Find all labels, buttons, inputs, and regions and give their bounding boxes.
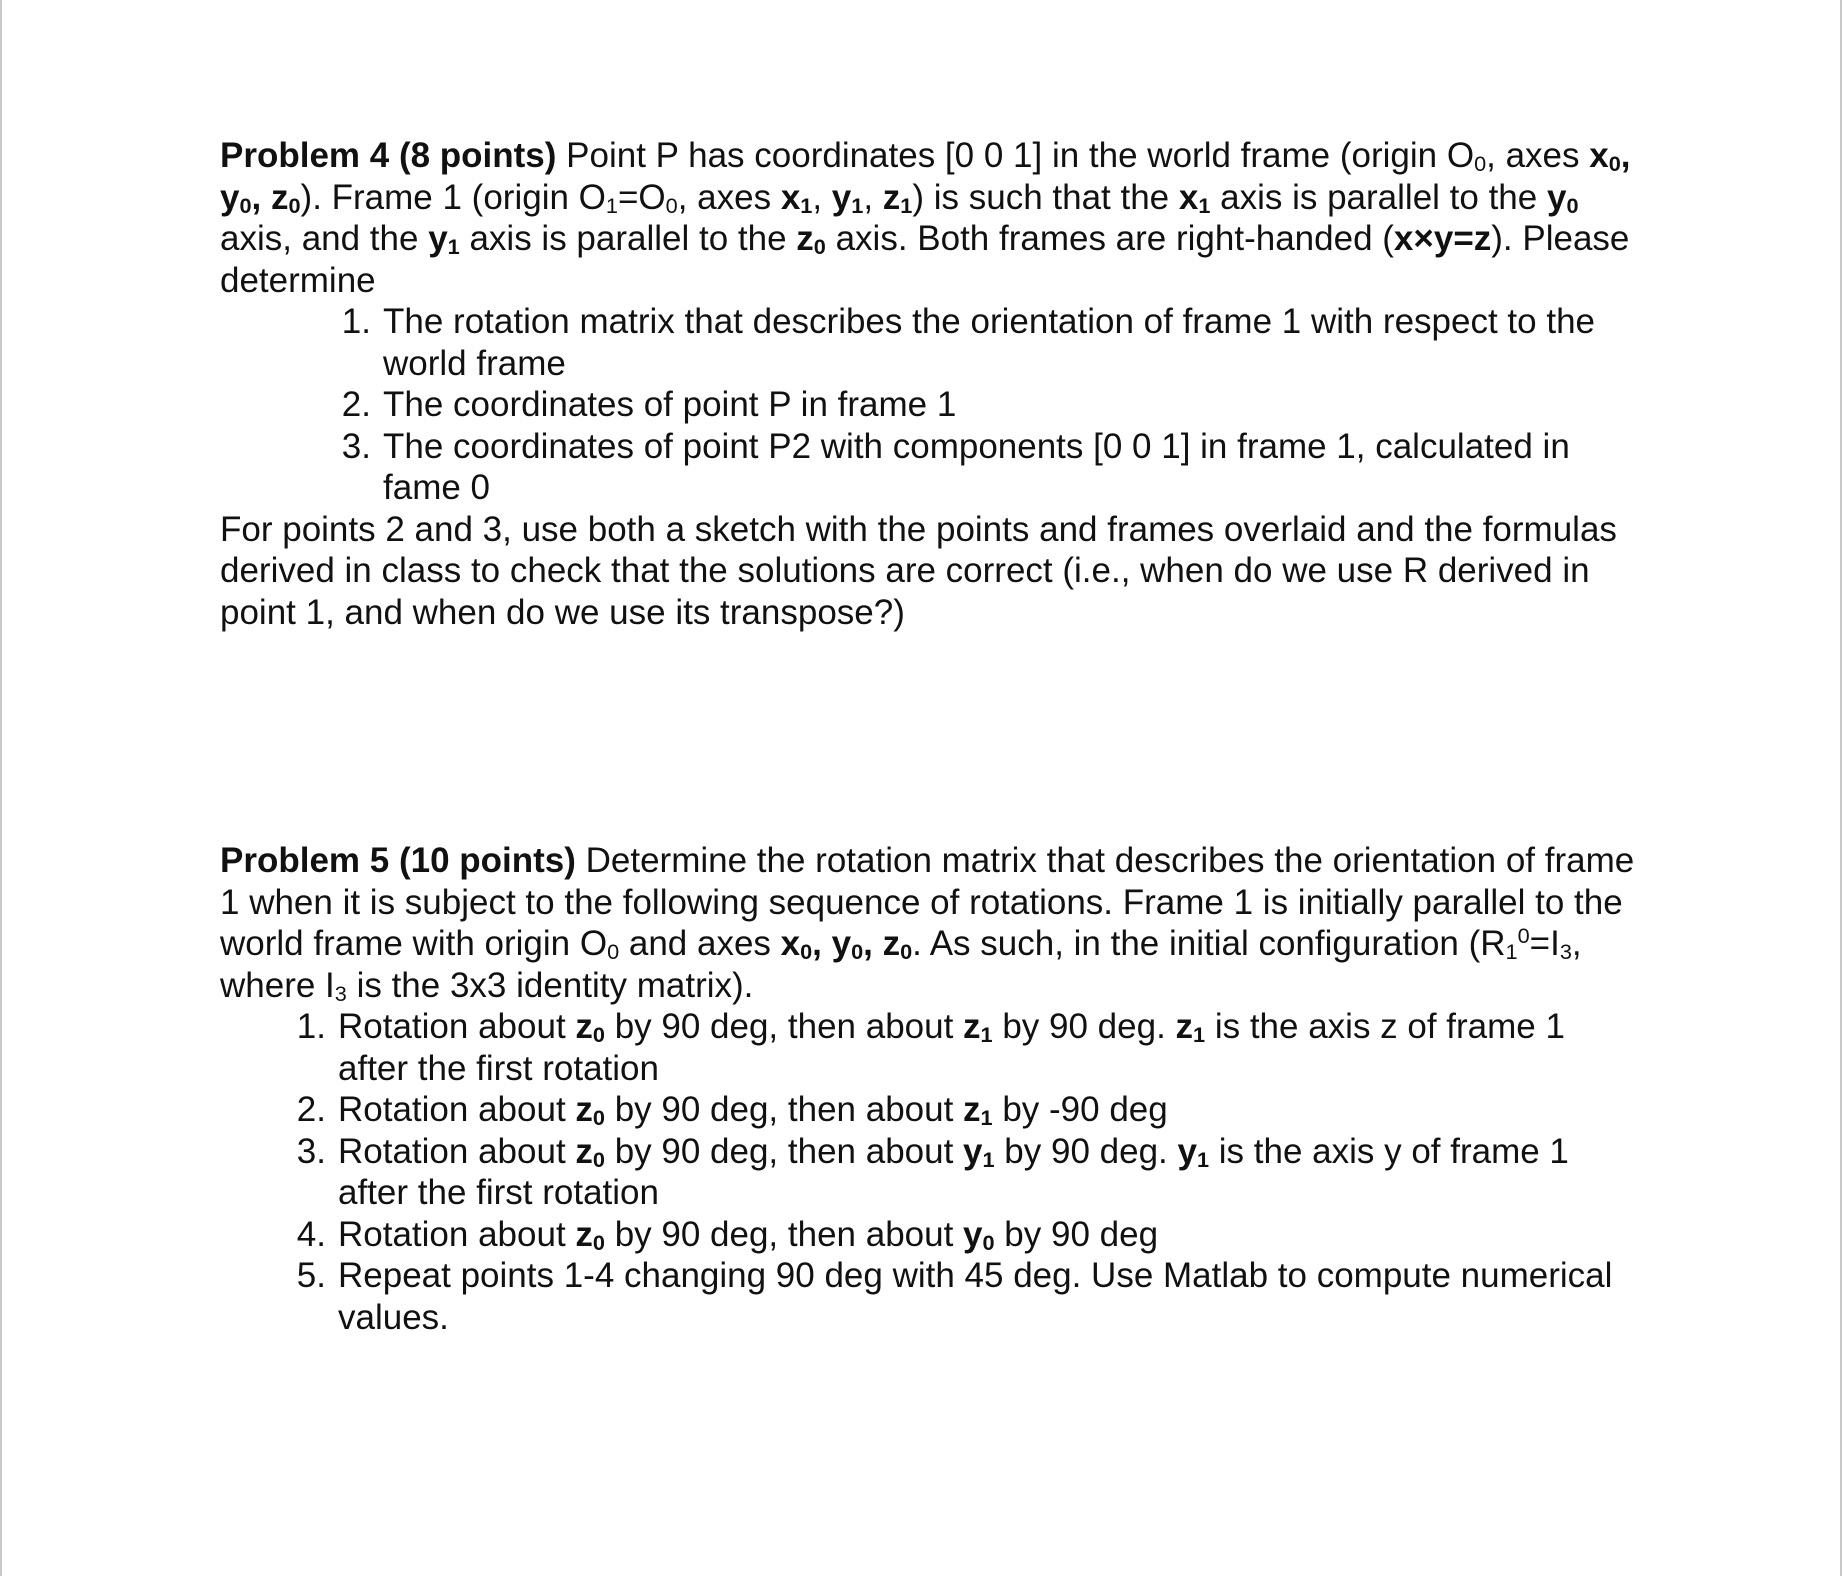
problem-4-footer: For points 2 and 3, use both a sketch with the points and frames overlaid and the formulas derived in class to check that the solutions are correct (i.e., when do we use R derived in point 1, and when do we use its transpose?) bbox=[220, 509, 1617, 632]
list-item: 4. Rotation about $z_0$ by 90 deg, then about $y_0$ by 90 deg bbox=[296, 1214, 1159, 1255]
problem-5-statement: Problem 5 (10 points) Determine the rotation matrix that describes the orientation of frame 1 when it is subject to the following sequence of rotations. Frame 1 is initially parallel to the world frame with origin $O_0$ and axes $x_0$, $y_0$, $z_0$. As such, in the initial configuration ($R_1^0=I_3$, where $I_3$ is the 3x3 identity matrix). bbox=[220, 841, 1635, 1006]
problem-5-heading: Problem 5 (10 points) bbox=[220, 841, 576, 880]
problem-5-list bbox=[220, 1006, 1640, 1338]
problem-5 bbox=[220, 840, 1640, 1338]
problem-4-statement: Problem 4 (8 points) Point P has coordinates [0 0 1] in the world frame (origin $O_0$, axes $x_0$, $y_0$, $z_0$). Frame 1 (origin $O_1=O_0$, axes $x_1$, $y_1$, $z_1$) is such that the $x_1$ axis is parallel to the $y_0$ axis, and the $y_1$ axis is parallel to the $z_0$ axis. Both frames are right-handed (x×y=z). Please determine bbox=[220, 136, 1631, 300]
list-item: 1. Rotation about $z_0$ by 90 deg, then about $z_1$ by 90 deg. $z_1$ is the axis z of frame 1 after the first rotation bbox=[296, 1007, 1565, 1088]
problem-4 bbox=[220, 135, 1640, 633]
list-item: 2. Rotation about $z_0$ by 90 deg, then about $z_1$ by -90 deg bbox=[296, 1090, 1168, 1130]
list-item: 3. The coordinates of point P2 with components [0 0 1] in frame 1, calculated in fame 0 bbox=[341, 426, 1570, 507]
list-item: 3. Rotation about $z_0$ by 90 deg, then about $y_1$ by 90 deg. $y_1$ is the axis y of frame 1 after the first rotation bbox=[296, 1131, 1569, 1212]
list-item: 2. The coordinates of point P in frame 1 bbox=[341, 385, 957, 424]
list-item: 5. Repeat points 1-4 changing 90 deg with 45 deg. Use Matlab to compute numerical values. bbox=[296, 1256, 1613, 1337]
problem-4-heading: Problem 4 (8 points) bbox=[220, 136, 557, 175]
page-left-border bbox=[0, 0, 2, 1576]
problem-4-list bbox=[220, 301, 1640, 509]
list-item: 1. The rotation matrix that describes the orientation of frame 1 with respect to the world frame bbox=[341, 302, 1595, 383]
